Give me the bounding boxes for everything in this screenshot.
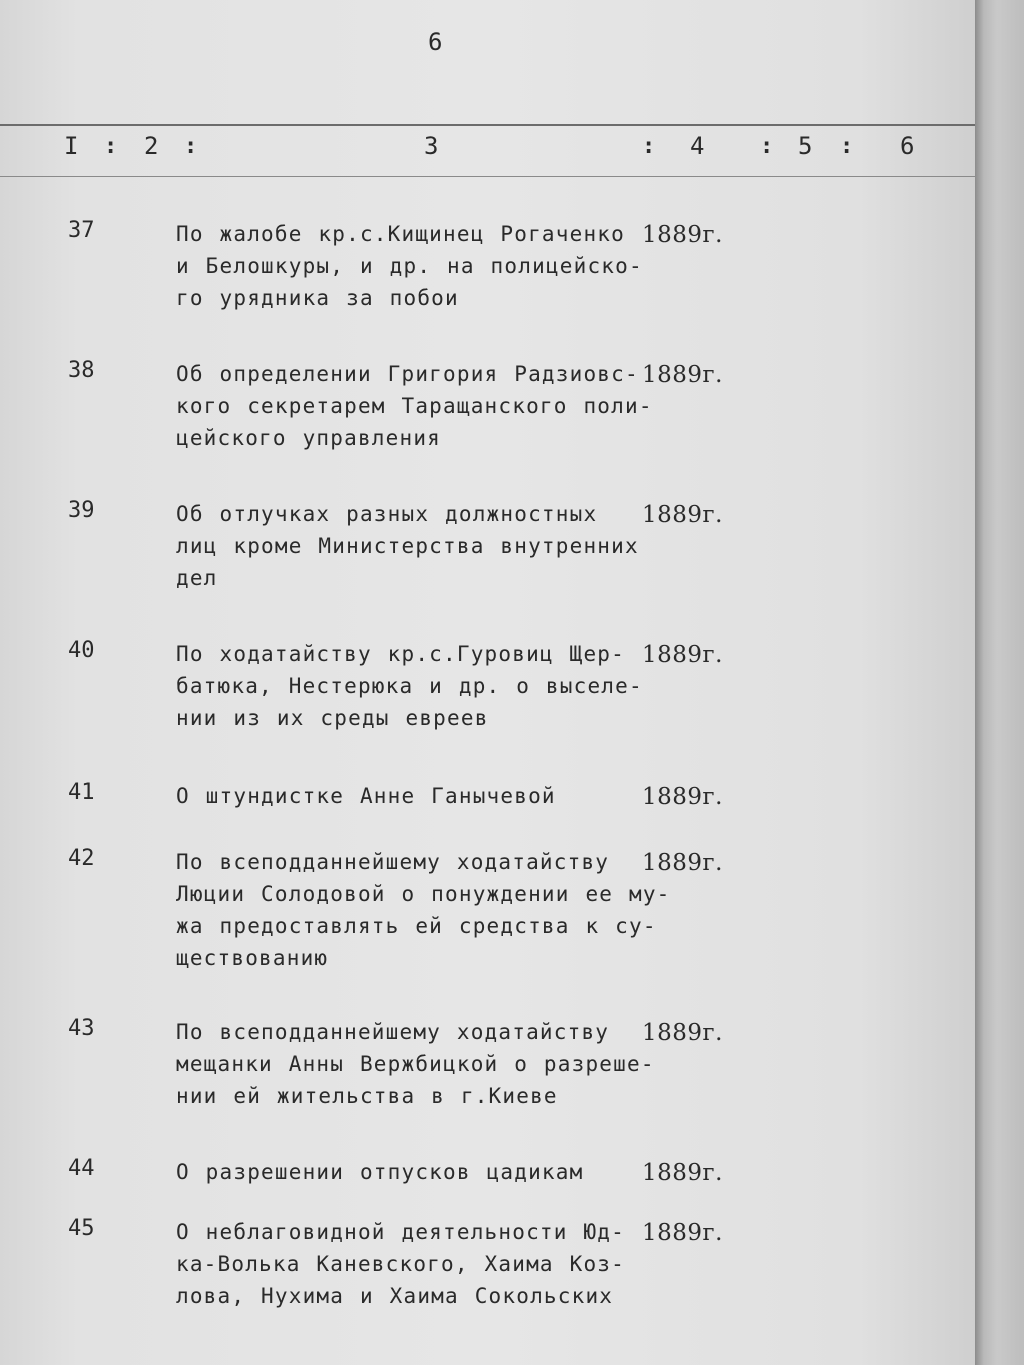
column-separator: : — [760, 134, 774, 159]
column-separator: : — [184, 134, 198, 159]
entry-description-line: По жалобе кр.с.Кищинец Рогаченко — [176, 222, 625, 246]
entry-description-line: нии из их среды евреев — [176, 706, 489, 730]
entry-description-line: Об отлучках разных должностных — [176, 502, 598, 526]
entry-description-line: кого секретарем Таращанского поли- — [176, 394, 653, 418]
entry-number: 44 — [68, 1156, 95, 1181]
column-header-6: 6 — [900, 132, 915, 160]
entry-description-line: ществованию — [176, 946, 329, 970]
entry-description — [176, 638, 643, 734]
entry-description — [176, 1016, 655, 1112]
entry-year: 1889г. — [642, 1020, 723, 1046]
entry-description-line: лова, Нухима и Хаима Сокольских — [176, 1284, 614, 1308]
entry-number: 38 — [68, 358, 95, 383]
entry-description-line: и Белошкуры, и др. на полицейско- — [176, 254, 643, 278]
column-separator: : — [642, 134, 656, 159]
entry-description-line: нии ей жительства в г.Киеве — [176, 1084, 558, 1108]
page-edge — [975, 0, 1024, 1365]
entry-description — [176, 358, 653, 454]
column-separator: : — [104, 134, 118, 159]
entry-number: 43 — [68, 1016, 95, 1041]
entry-number: 45 — [68, 1216, 95, 1241]
entry-description-line: О штундистке Анне Ганычевой — [176, 784, 556, 808]
page-number: 6 — [428, 28, 444, 56]
entry-description-line: цейского управления — [176, 426, 442, 450]
entry-description-line: батюка, Нестерюка и др. о выселе- — [176, 674, 643, 698]
entry-description-line: лиц кроме Министерства внутренних — [176, 534, 639, 558]
column-separator: : — [840, 134, 854, 159]
entry-number: 42 — [68, 846, 95, 871]
entry-description-line: По ходатайству кр.с.Гуровиц Щер- — [176, 642, 625, 666]
entry-description — [176, 846, 671, 974]
entry-description-line: Люции Солодовой о понуждении ее му- — [176, 882, 671, 906]
entry-year: 1889г. — [642, 502, 723, 528]
entry-description-line: го урядника за побои — [176, 286, 459, 310]
column-header-1: I — [64, 132, 79, 160]
column-header-4: 4 — [690, 132, 705, 160]
entry-description — [176, 498, 639, 594]
entry-year: 1889г. — [642, 1160, 723, 1186]
entry-year: 1889г. — [642, 642, 723, 668]
entry-description-line: Об определении Григория Радзиовс- — [176, 362, 639, 386]
column-header-3: 3 — [424, 132, 439, 160]
entry-year: 1889г. — [642, 1220, 723, 1246]
entry-year: 1889г. — [642, 222, 723, 248]
entry-description-line: О неблаговидной деятельности Юд- — [176, 1220, 625, 1244]
entry-description-line: О разрешении отпусков цадикам — [176, 1160, 584, 1184]
entry-description — [176, 1216, 625, 1312]
header-rule-bottom — [0, 176, 975, 177]
entry-description-line: ка-Волька Каневского, Хаима Коз- — [176, 1252, 625, 1276]
entry-year: 1889г. — [642, 784, 723, 810]
entry-description — [176, 780, 556, 812]
entry-description-line: мещанки Анны Вержбицкой о разреше- — [176, 1052, 655, 1076]
column-header-2: 2 — [144, 132, 159, 160]
entry-description-line: дел — [176, 566, 218, 590]
entry-description-line: По всеподданнейшему ходатайству — [176, 1020, 610, 1044]
entry-year: 1889г. — [642, 362, 723, 388]
column-header-5: 5 — [798, 132, 813, 160]
entry-description-line: жа предоставлять ей средства к су- — [176, 914, 657, 938]
header-rule-top — [0, 124, 975, 126]
entry-description — [176, 218, 643, 314]
entry-number: 39 — [68, 498, 95, 523]
entry-number: 37 — [68, 218, 95, 243]
entry-year: 1889г. — [642, 850, 723, 876]
entry-number: 40 — [68, 638, 95, 663]
entry-description — [176, 1156, 583, 1188]
entry-description-line: По всеподданнейшему ходатайству — [176, 850, 610, 874]
entry-number: 41 — [68, 780, 95, 805]
